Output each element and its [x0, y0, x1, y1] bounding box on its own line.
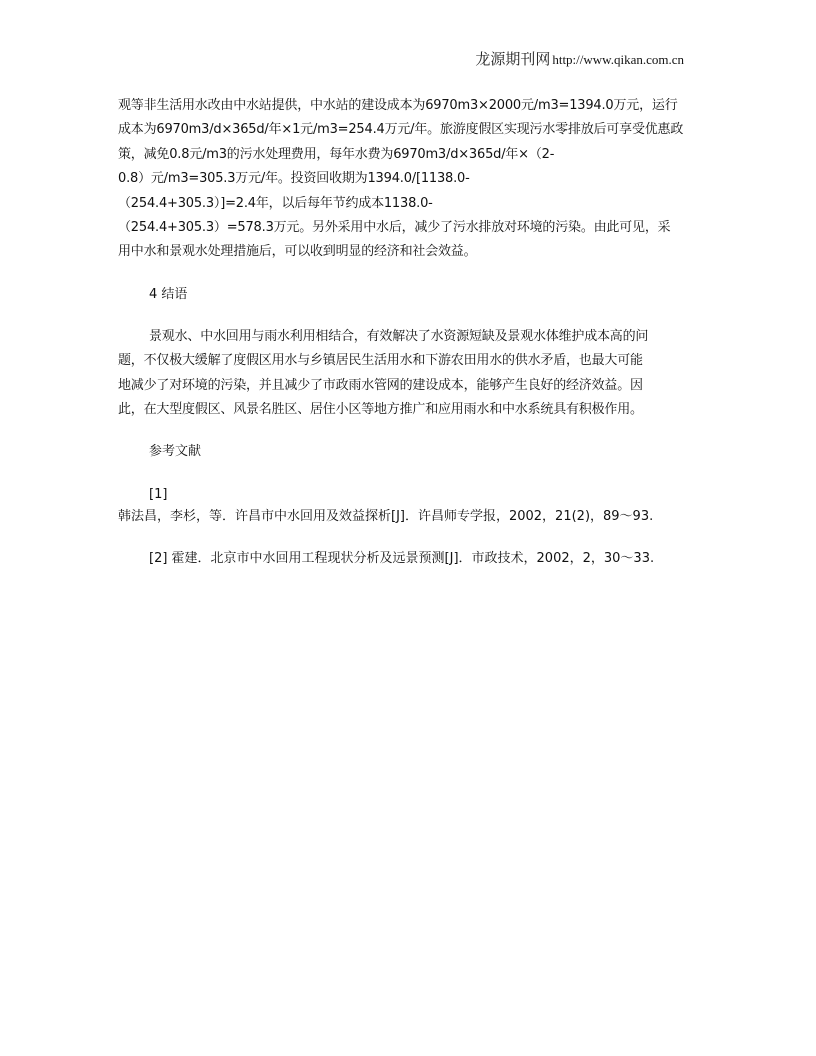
text-line: 观等非生活用水改由中水站提供，中水站的建设成本为6970m3×2000元/m3=1394.0万元，运行 — [118, 98, 678, 113]
text-line: 成本为6970m3/d×365d/年×1元/m3=254.4万元/年。旅游度假区实现污水零排放后可享受优惠政 — [118, 122, 684, 138]
reference-item-1 — [118, 484, 698, 528]
text-line: （254.4+305.3）=578.3万元。另外采用中水后，减少了污水排放对环境的污染。由此可见，采 — [118, 220, 671, 236]
page-header — [475, 48, 684, 69]
text-line: 0.8）元/m3=305.3万元/年。投资回收期为1394.0/[1138.0- — [118, 171, 470, 187]
article-body — [118, 94, 698, 570]
text-line: 景观水、中水回用与雨水利用相结合，有效解决了水资源短缺及景观水体维护成本高的问 — [149, 328, 649, 344]
reference-item-2 — [118, 548, 698, 570]
reference-number: [1] — [149, 487, 168, 503]
text-line: 地减少了对环境的污染，并且减少了市政雨水管网的建设成本，能够产生良好的经济效益。因 — [118, 377, 643, 393]
reference-text: [2] 霍建．北京市中水回用工程现状分析及远景预测[J]．市政技术，2002，2，30～33. — [149, 551, 655, 567]
text-line: 此，在大型度假区、风景名胜区、居住小区等地方推广和应用雨水和中水系统具有积极作用。 — [118, 402, 643, 418]
text-line: 题，不仅极大缓解了度假区用水与乡镇居民生活用水和下游农田用水的供水矛盾，也最大可能 — [118, 353, 643, 369]
site-brand: 龙源期刊网 — [475, 50, 551, 68]
paragraph-conclusion — [118, 325, 698, 423]
reference-text: 韩法昌，李杉，等．许昌市中水回用及效益探析[J]．许昌师专学报，2002，21(2)，89～93. — [118, 509, 654, 525]
text-line: （254.4+305.3）]=2.4年，以后每年节约成本1138.0- — [118, 195, 433, 211]
text-line: 策，减免0.8元/m3的污水处理费用，每年水费为6970m3/d×365d/年×（2- — [118, 146, 555, 162]
section-heading-conclusion: 4 结语 — [149, 286, 188, 302]
references-heading: 参考文献 — [149, 444, 202, 460]
text-line: 用中水和景观水处理措施后，可以收到明显的经济和社会效益。 — [118, 244, 477, 260]
paragraph-cost-analysis — [118, 94, 698, 265]
site-url[interactable]: http://www.qikan.com.cn — [552, 52, 684, 67]
